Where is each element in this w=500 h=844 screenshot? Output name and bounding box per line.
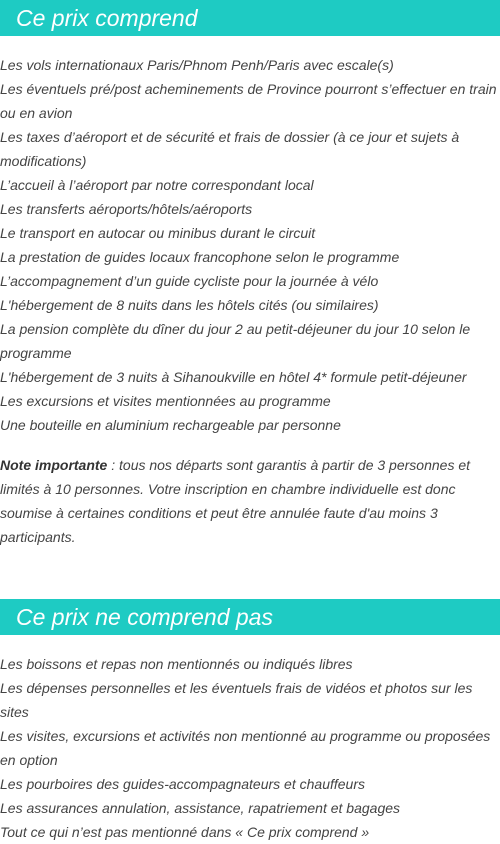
includes-list-item: L'hébergement de 8 nuits dans les hôtels cités (ou similaires) [0,297,379,313]
includes-list-item: Les excursions et visites mentionnées au programme [0,393,331,409]
excludes-list [0,652,500,844]
includes-list-item: Les éventuels pré/post acheminements de Province pourront s’effectuer en train ou en avion [0,81,497,121]
includes-list-item: Les vols internationaux Paris/Phnom Penh/Paris avec escale(s) [0,57,394,73]
includes-list-item: Les transferts aéroports/hôtels/aéroports [0,201,253,217]
includes-list-item: La prestation de guides locaux francophone selon le programme [0,249,400,265]
important-note-label: Note importante [0,457,108,473]
excludes-list-item: Les assurances annulation, assistance, rapatriement et bagages [0,800,401,816]
includes-section-title: Ce prix comprend [16,5,198,31]
excludes-section-title: Ce prix ne comprend pas [16,604,273,630]
includes-list-item: La pension complète du dîner du jour 2 au petit-déjeuner du jour 10 selon le programme [0,321,471,361]
important-note-text: : tous nos départs sont garantis à partir de 3 personnes et limités à 10 personnes. Votre inscription en chambre individuelle est donc soumise à certaines conditions et peut être annulée faute d'au moins 3 participants. [0,457,471,545]
excludes-section-header [0,599,500,635]
excludes-list-item: Les dépenses personnelles et les éventuels frais de vidéos et photos sur les sites [0,680,473,720]
includes-section-header [0,0,500,36]
excludes-list-item: Tout ce qui n’est pas mentionné dans « Ce prix comprend » [0,824,370,840]
includes-list-item: L’accueil à l’aéroport par notre correspondant local [0,177,314,193]
includes-list [0,53,500,437]
includes-list-item: Le transport en autocar ou minibus durant le circuit [0,225,316,241]
includes-list-item: Les taxes d’aéroport et de sécurité et frais de dossier (à ce jour et sujets à modifications) [0,129,460,169]
includes-list-item: Une bouteille en aluminium rechargeable par personne [0,417,341,433]
includes-list-item: L’accompagnement d’un guide cycliste pour la journée à vélo [0,273,379,289]
important-note [0,453,492,549]
excludes-list-item: Les boissons et repas non mentionnés ou indiqués libres [0,656,353,672]
excludes-list-item: Les pourboires des guides-accompagnateurs et chauffeurs [0,776,365,792]
excludes-list-item: Les visites, excursions et activités non mentionné au programme ou proposées en option [0,728,491,768]
includes-list-item: L'hébergement de 3 nuits à Sihanoukville en hôtel 4* formule petit-déjeuner [0,369,467,385]
